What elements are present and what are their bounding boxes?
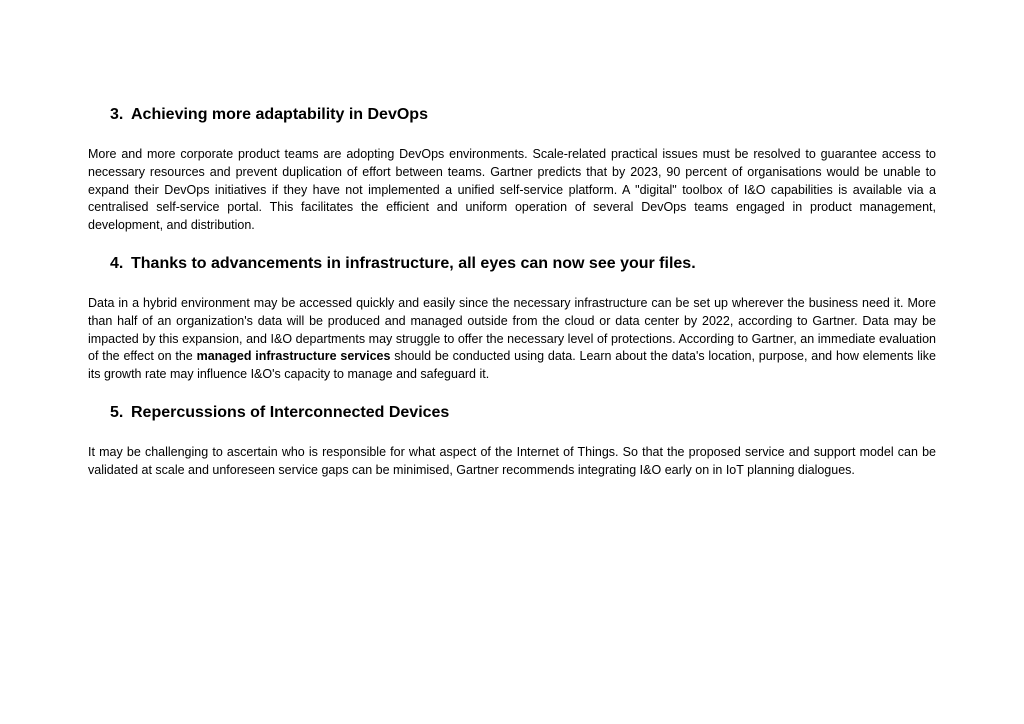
section-devops: [88, 104, 936, 235]
section-heading: [110, 104, 936, 126]
section-number: 4.: [110, 254, 124, 272]
section-paragraph: More and more corporate product teams are adopting DevOps environments. Scale-related practical issues must be resolved to guarantee access to necessary resources and prevent duplication of effort between teams. Gartner predicts that by 2023, 90 percent of organisations would be unable to expand their DevOps initiatives if they have not implemented a unified self-service platform. A "digital" toolbox of I&O capabilities is available via a centralised self-service portal. This facilitates the efficient and uniform operation of several DevOps teams engaged in product management, development, and distribution.: [88, 147, 936, 233]
document-page: [88, 104, 936, 498]
section-paragraph: It may be challenging to ascertain who is responsible for what aspect of the Internet of Things. So that the proposed service and support model can be validated at scale and unforeseen service gaps can be minimised, Gartner recommends integrating I&O early on in IoT planning dialogues.: [88, 444, 936, 477]
section-number: 3.: [110, 106, 124, 123]
section-heading: [110, 402, 936, 424]
section-paragraph: [88, 295, 936, 384]
paragraph-text: should be conducted using data. Learn about the data's location, purpose, and how elements like its growth rate may influence I&O's capacity to manage and safeguard it.: [88, 349, 937, 382]
bold-phrase: managed infrastructure services: [196, 349, 391, 364]
section-number: 5.: [110, 403, 124, 421]
section-title: Achieving more adaptability in DevOps: [131, 106, 428, 123]
section-title: Repercussions of Interconnected Devices: [131, 403, 450, 421]
section-infrastructure: [88, 253, 936, 384]
section-heading: [110, 253, 936, 275]
section-interconnected-devices: [88, 402, 936, 480]
section-title: Thanks to advancements in infrastructure, all eyes can now see your files.: [131, 254, 696, 272]
paragraph-text: Data in a hybrid environment may be accessed quickly and easily since the necessary infrastructure can be set up wherever the business need it. More than half of an organization's data will be produced and managed outside from the cloud or data center by 2022, according to Gartner. Data may be impacted by this expansion, and I&O departments may struggle to offer the necessary level of protections. According to Gartner, an immediate evaluation of the effect on the: [88, 295, 936, 364]
